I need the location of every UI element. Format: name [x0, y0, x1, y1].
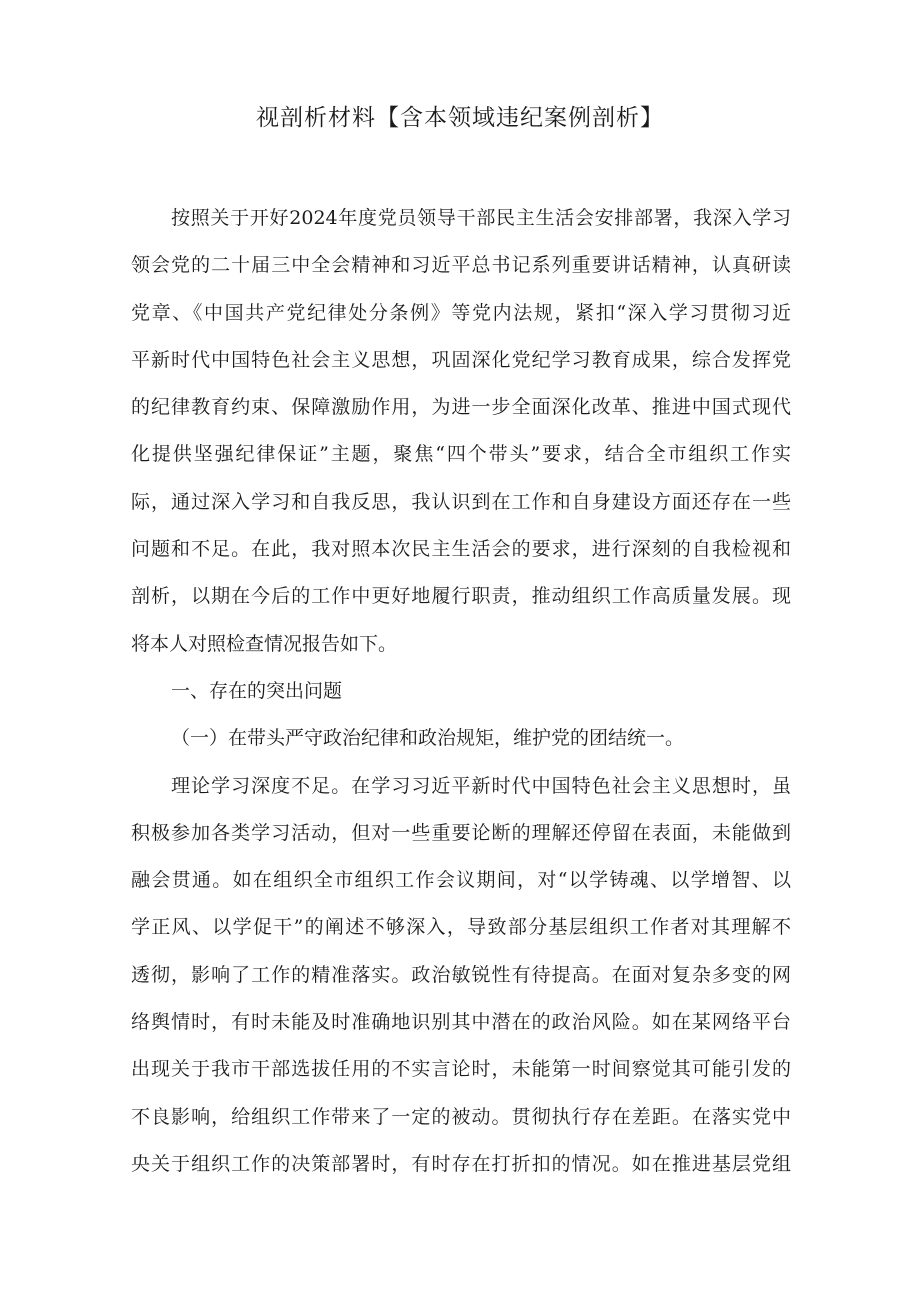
paragraph-line: 央关于组织工作的决策部署时，有时存在打折扣的情况。如在推进基层党组 — [131, 1152, 791, 1175]
paragraph-line: 不良影响，给组织工作带来了一定的被动。贯彻执行存在差距。在落实党中 — [131, 1105, 791, 1128]
paragraph-line: 理论学习深度不足。在学习习近平新时代中国特色社会主义思想时，虽 — [171, 774, 791, 797]
paragraph-line: 络舆情时，有时未能及时准确地识别其中潜在的政治风险。如在某网络平台 — [131, 1011, 791, 1034]
section-heading: 一、存在的突出问题 — [171, 679, 343, 702]
paragraph-line: 平新时代中国特色社会主义思想，巩固深化党纪学习教育成果，综合发挥党 — [131, 348, 791, 371]
paragraph-line: 积极参加各类学习活动，但对一些重要论断的理解还停留在表面，未能做到 — [131, 821, 791, 844]
paragraph-line: 领会党的二十届三中全会精神和习近平总书记系列重要讲话精神，认真研读 — [131, 254, 791, 277]
paragraph-line: 问题和不足。在此，我对照本次民主生活会的要求，进行深刻的自我检视和 — [131, 538, 791, 561]
paragraph-line: 化提供坚强纪律保证”主题，聚焦“四个带头”要求，结合全市组织工作实 — [131, 443, 791, 466]
document-title: 视剖析材料【含本领域违纪案例剖析】 — [256, 105, 664, 131]
subsection-heading: （一）在带头严守政治纪律和政治规矩，维护党的团结统一。 — [171, 727, 685, 750]
paragraph-line: 际，通过深入学习和自我反思，我认识到在工作和自身建设方面还存在一些 — [131, 490, 791, 513]
paragraph-line: 按照关于开好2024年度党员领导干部民主生活会安排部署，我深入学习 — [171, 207, 791, 229]
paragraph-line: 剖析，以期在今后的工作中更好地履行职责，推动组织工作高质量发展。现 — [131, 585, 791, 608]
paragraph-line: 的纪律教育约束、保障激励作用，为进一步全面深化改革、推进中国式现代 — [131, 396, 791, 419]
paragraph-line: 党章、《中国共产党纪律处分条例》等党内法规，紧扣“深入学习贯彻习近 — [131, 301, 791, 324]
paragraph-line: 学正风、以学促干”的阐述不够深入，导致部分基层组织工作者对其理解不 — [131, 916, 791, 939]
paragraph-line: 融会贯通。如在组织全市组织工作会议期间，对“以学铸魂、以学增智、以 — [131, 869, 791, 892]
document-body — [131, 195, 791, 1188]
paragraph-line: 透彻，影响了工作的精准落实。政治敏锐性有待提高。在面对复杂多变的网 — [131, 963, 791, 986]
paragraph-line: 将本人对照检查情况报告如下。 — [131, 632, 398, 655]
paragraph-line: 出现关于我市干部选拔任用的不实言论时，未能第一时间察觉其可能引发的 — [131, 1058, 791, 1081]
